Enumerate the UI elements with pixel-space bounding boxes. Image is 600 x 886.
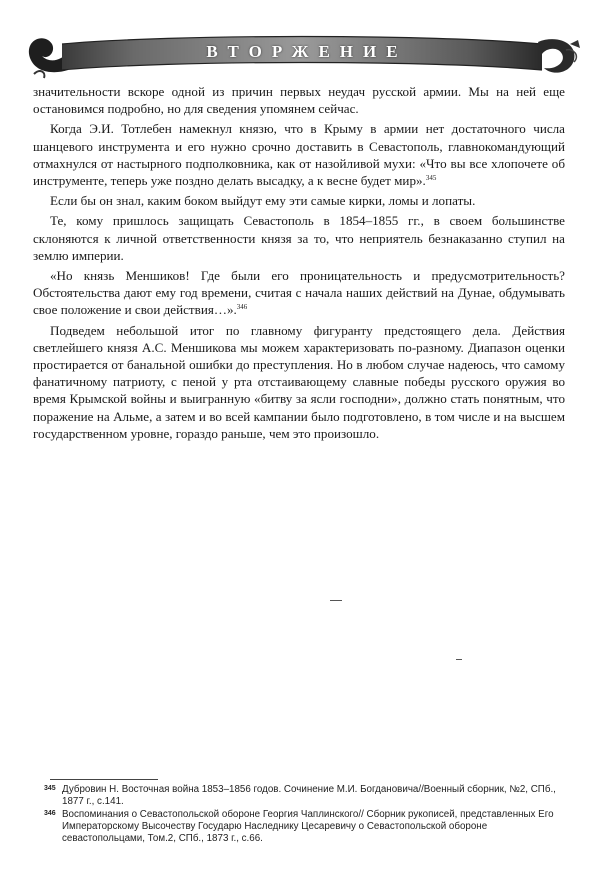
footnote-text: Дубровин Н. Восточная война 1853–1856 годов. Сочинение М.И. Богдановича//Военный сборник, №2, СПб., 1877 г., с.141. — [62, 784, 556, 808]
footnote-separator — [50, 779, 158, 780]
footnotes — [44, 784, 560, 845]
footnote-number: 345 — [44, 785, 56, 792]
footnote-text: Воспоминания о Севастопольской обороне Георгия Чаплинского// Сборник рукописей, представленных Его Императорскому Высочеству Государю Наследнику Цесаревичу о Севастопольской обороне севастопольцами, Том.2, СПб., 1873 г., с.66. — [62, 808, 554, 845]
paragraph — [33, 212, 565, 264]
chapter-header-banner — [22, 30, 584, 80]
footnote — [44, 809, 560, 846]
paragraph-text: Те, кому пришлось защищать Севастополь в 1854–1855 гг., в своем большинстве склоняются к личной ответственности князя за то, что неприятель безнаказанно ступил на землю империи. — [33, 213, 565, 263]
paragraph — [33, 120, 565, 189]
paragraph — [33, 322, 565, 442]
scan-speck — [456, 659, 462, 660]
footnote-number: 346 — [44, 809, 56, 817]
paragraph — [33, 192, 565, 209]
body-text — [33, 83, 565, 442]
chapter-title: ВТОРЖЕНИЕ — [206, 42, 408, 61]
paragraph — [33, 267, 565, 319]
paragraph-text: значительности вскоре одной из причин первых неудач русской армии. Мы на ней еще остановимся подробно, но для сведения упомянем сейчас. — [33, 84, 565, 117]
paragraph — [33, 83, 565, 117]
footnote-ref[interactable]: 346 — [236, 303, 248, 312]
scan-speck — [330, 600, 342, 601]
footnote — [44, 784, 560, 809]
paragraph-text: Подведем небольшой итог по главному фигуранту предстоящего дела. Действия светлейшего князя А.С. Меншикова мы можем характеризовать по-разному. Диапазон оценки простирается от банальной ошибки до преступления. Но в любом случае надеюсь, что самому фанатичному патриоту, с пеной у рта отстаивающему славные победы русского оружия во время Крымской войны и выигранную «битву за ясли господни», должно стать понятным, что поражение на Альме, а затем и во всей кампании было подготовлено, в том числе и на высшем государственном уровне, гораздо раньше, чем это произошло. — [33, 322, 565, 441]
paragraph-text: Когда Э.И. Тотлебен намекнул князю, что в Крыму в армии нет достаточного числа шанцевого инструмента и его нужно срочно доставить в Севастополь, главнокомандующий отмахнулся от настырного подполковника, как от назойливой мухи: «Что вы все хлопочете об инструменте, теперь уже поздно делать высадку, а к весне будет мир». — [33, 121, 565, 189]
paragraph-text: «Но князь Меншиков! Где были его проницательность и предусмотрительность? Обстоятельства дают ему год времени, считая с начала наших действий на Дунае, обдумывать свое положение и свои действия…». — [33, 268, 565, 318]
footnote-ref[interactable]: 345 — [425, 174, 437, 183]
paragraph-text: Если бы он знал, каким боком выйдут ему эти самые кирки, ломы и лопаты. — [50, 193, 476, 209]
